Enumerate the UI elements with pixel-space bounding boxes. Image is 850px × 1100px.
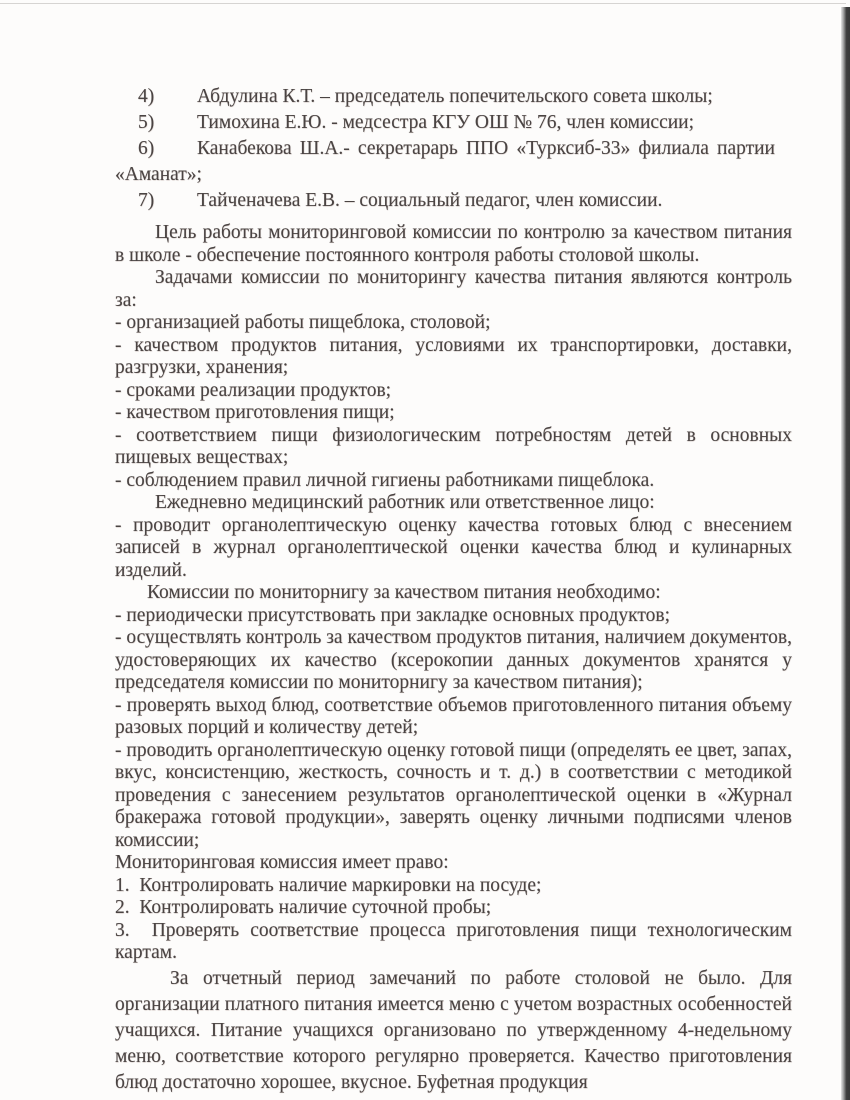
monitoring-item-4: - проводить органолептическую оценку готовой пищи (определять ее цвет, запах, вкус, консистенцию, жесткость, сочность и т. д.) в соответствии с методикой проведения с занесением результатов органолептической оценки в «Журнал бракеража готовой продукции», заверять оценку личными подписями членов комиссии;	[115, 739, 792, 851]
member-text: Тайченачева Е.В. – социальный педагог, член комиссии.	[197, 190, 663, 211]
right-item-1: 1. Контролировать наличие маркировки на посуде;	[115, 874, 542, 896]
paragraph-report-summary: За отчетный период замечаний по работе столовой не было. Для организации платного питания имеется меню с учетом возрастных особенностей учащихся. Питание учащихся организовано по утвержденному 4-недельному меню, соответствие которого регулярно проверяется. Качество приготовления блюд достаточно хорошее, вкусное. Буфетная продукция	[115, 967, 792, 1093]
member-number: 6)	[138, 138, 155, 159]
paragraph-goal: Цель работы мониторинговой комиссии по контролю за качеством питания в школе - обеспечение постоянного контроля работы столовой школы.	[115, 222, 792, 266]
document-content	[115, 84, 792, 1096]
scan-edge-right-bar	[841, 7, 850, 1100]
scan-edge-top-line	[0, 3, 846, 4]
right-item-2: 2. Контролировать наличие суточной пробы;	[115, 897, 492, 918]
member-number: 7)	[138, 190, 155, 211]
member-list-item	[115, 84, 775, 110]
task-item-2: - качеством продуктов питания, условиями их транспортировки, доставки, разгрузки, хранения;	[115, 334, 792, 378]
paragraph-rights-intro: Мониторинговая комиссия имеет право:	[115, 852, 449, 873]
commission-member-list	[115, 84, 775, 214]
member-number: 4)	[138, 86, 155, 107]
paragraph-monitoring-intro: Комиссии по мониторнигу за качеством питания необходимо:	[147, 582, 661, 603]
paragraph-tasks-intro: Задачами комиссии по мониторингу качества питания являются контроль за:	[115, 267, 792, 311]
task-item-4: - качеством приготовления пищи;	[115, 402, 395, 423]
daily-duty-item: - проводит органолептическую оценку качества готовых блюд с внесением записей в журнал органолептической оценки качества блюд и кулинарных изделий.	[115, 514, 792, 581]
member-list-item	[115, 110, 775, 136]
member-text: Канабекова Ш.А.- секретарарь ППО «Турксиб-33» филиала партии «Аманат»;	[115, 138, 775, 185]
paragraph-daily-intro: Ежедневно медицинский работник или ответственное лицо:	[155, 492, 655, 513]
monitoring-item-3: - проверять выход блюд, соответствие объемов приготовленного питания объему разовых порций и количеству детей;	[115, 694, 792, 738]
member-text: Абдулина К.Т. – председатель попечительского совета школы;	[197, 86, 713, 107]
member-list-item	[115, 188, 775, 214]
monitoring-item-1: - периодически присутствовать при закладке основных продуктов;	[115, 604, 670, 626]
right-item-3: 3. Проверять соответствие процесса приготовления пищи технологическим картам.	[115, 919, 792, 963]
member-text: Тимохина Е.Ю. - медсестра КГУ ОШ № 76, член комиссии;	[197, 112, 695, 133]
member-list-item	[115, 136, 775, 188]
task-item-1: - организацией работы пищеблока, столовой;	[115, 312, 491, 333]
monitoring-item-2: - осуществлять контроль за качеством продуктов питания, наличием документов, удостоверяющих их качество (ксерокопии данных документов хранятся у председателя комиссии по мониторнигу за качеством питания);	[115, 627, 792, 693]
task-item-6: - соблюдением правил личной гигиены работниками пищеблока.	[115, 469, 655, 491]
task-item-3: - сроками реализации продуктов;	[115, 379, 392, 401]
member-number: 5)	[138, 112, 155, 133]
task-item-5: - соответствием пищи физиологическим потребностям детей в основных пищевых веществах;	[115, 424, 792, 468]
